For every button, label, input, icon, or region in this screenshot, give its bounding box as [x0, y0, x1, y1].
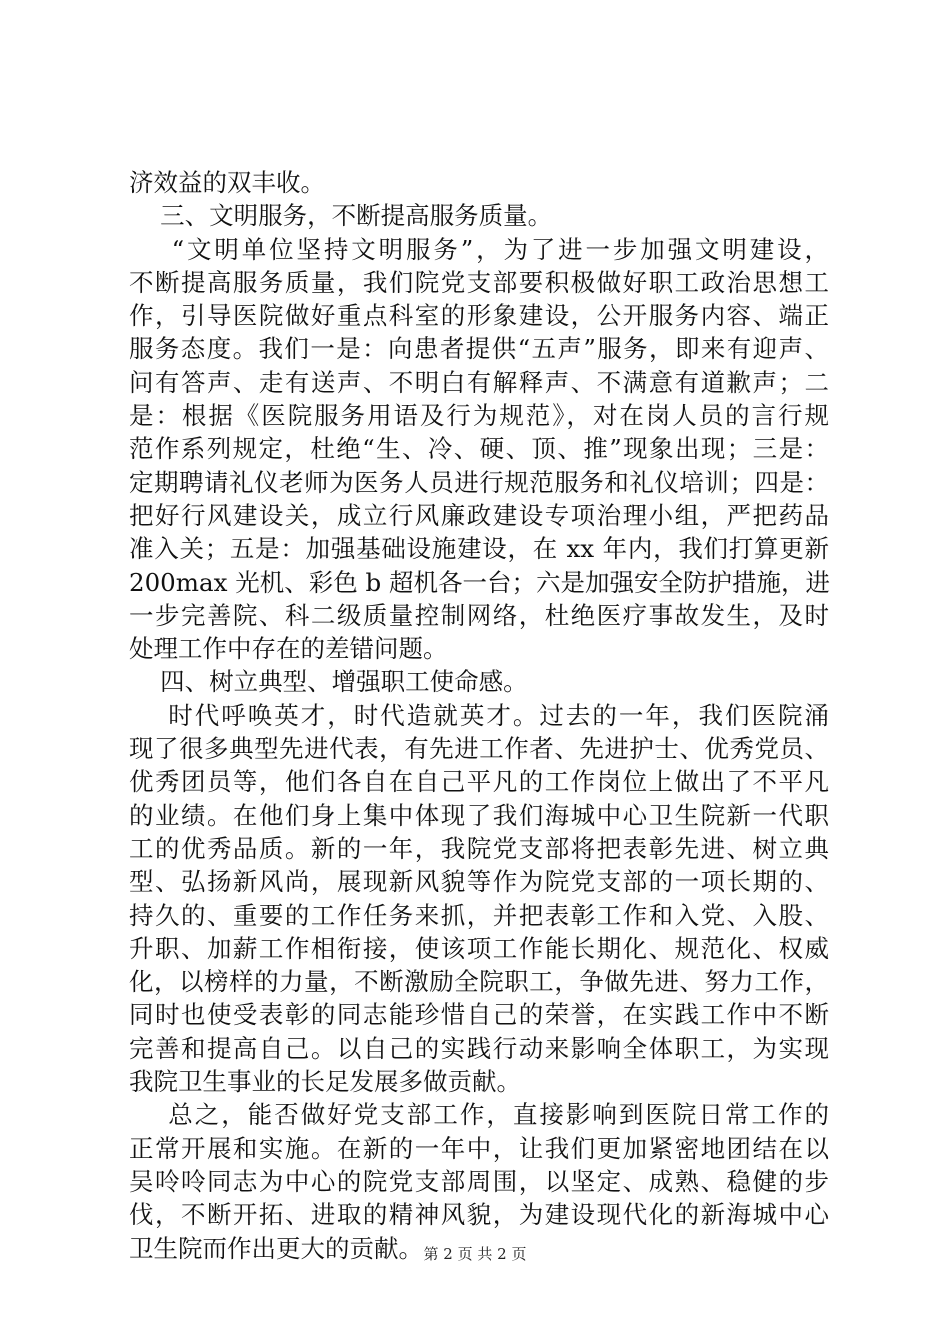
text-line: 化，以榜样的力量，不断激励全院职工，争做先进、努力工作， [129, 967, 829, 997]
text-line: 同时也使受表彰的同志能珍惜自己的荣誉，在实践工作中不断 [129, 1000, 829, 1030]
text-line: 把好行风建设关，成立行风廉政建设专项治理小组，严把药品 [129, 500, 829, 530]
text-line: 四、树立典型、增强职工使命感。 [129, 667, 528, 697]
text-line: 的业绩。在他们身上集中体现了我们海城中心卫生院新一代职 [129, 800, 829, 830]
text-line: 伐，不断开拓、进取的精神风貌，为建设现代化的新海城中心 [129, 1200, 829, 1230]
text-line: 持久的、重要的工作任务来抓，并把表彰工作和入党、入股、 [129, 900, 829, 930]
text-line: 处理工作中存在的差错问题。 [129, 634, 448, 664]
text-line: 卫生院而作出更大的贡献。 [129, 1233, 423, 1263]
text-line: 现了很多典型先进代表，有先进工作者、先进护士、优秀党员、 [129, 734, 829, 764]
text-line: 作，引导医院做好重点科室的形象建设，公开服务内容、端正 [129, 301, 829, 331]
text-line: 济效益的双丰收。 [129, 168, 325, 197]
text-line: 准入关；五是：加强基础设施建设，在 xx 年内，我们打算更新 [129, 534, 829, 564]
text-line: 完善和提高自己。以自己的实践行动来影响全体职工，为实现 [129, 1033, 829, 1063]
text-line: 问有答声、走有送声、不明白有解释声、不满意有道歉声；二 [129, 367, 829, 397]
text-line: 范作系列规定，杜绝“生、冷、硬、顶、推”现象出现；三是： [129, 434, 829, 464]
text-line: 200max 光机、彩色 b 超机各一台；六是加强安全防护措施，进 [129, 567, 830, 597]
text-line: 三、文明服务，不断提高服务质量。 [129, 201, 553, 231]
text-line: 吴呤呤同志为中心的院党支部周围，以坚定、成熟、稳健的步 [129, 1166, 829, 1196]
text-line: 是：根据《医院服务用语及行为规范》，对在岗人员的言行规 [129, 401, 829, 431]
text-line: 工的优秀品质。新的一年，我院党支部将把表彰先进、树立典 [129, 833, 829, 863]
text-line: 型、弘扬新风尚，展现新风貌等作为院党支部的一项长期的、 [129, 867, 829, 897]
text-line: 总之，能否做好党支部工作，直接影响到医院日常工作的 [129, 1100, 829, 1130]
text-line: 时代呼唤英才，时代造就英才。过去的一年，我们医院涌 [129, 700, 829, 730]
text-line: 正常开展和实施。在新的一年中，让我们更加紧密地团结在以 [129, 1133, 829, 1163]
document-body [129, 166, 829, 1265]
text-line: 优秀团员等，他们各自在自己平凡的工作岗位上做出了不平凡 [129, 767, 829, 797]
text-line: 不断提高服务质量，我们院党支部要积极做好职工政治思想工 [129, 267, 829, 297]
text-line: 升职、加薪工作相衔接，使该项工作能长期化、规范化、权威 [129, 933, 829, 963]
text-line: 一步完善院、科二级质量控制网络，杜绝医疗事故发生，及时 [129, 600, 829, 630]
page-footer: 第 2 页 共 2 页 [423, 1245, 527, 1263]
text-line: 我院卫生事业的长足发展多做贡献。 [129, 1067, 521, 1097]
text-line: 定期聘请礼仪老师为医务人员进行规范服务和礼仪培训；四是： [129, 467, 829, 497]
text-line: 服务态度。我们一是：向患者提供“五声”服务，即来有迎声、 [129, 334, 829, 364]
text-line: “文明单位坚持文明服务”，为了进一步加强文明建设， [129, 234, 829, 264]
